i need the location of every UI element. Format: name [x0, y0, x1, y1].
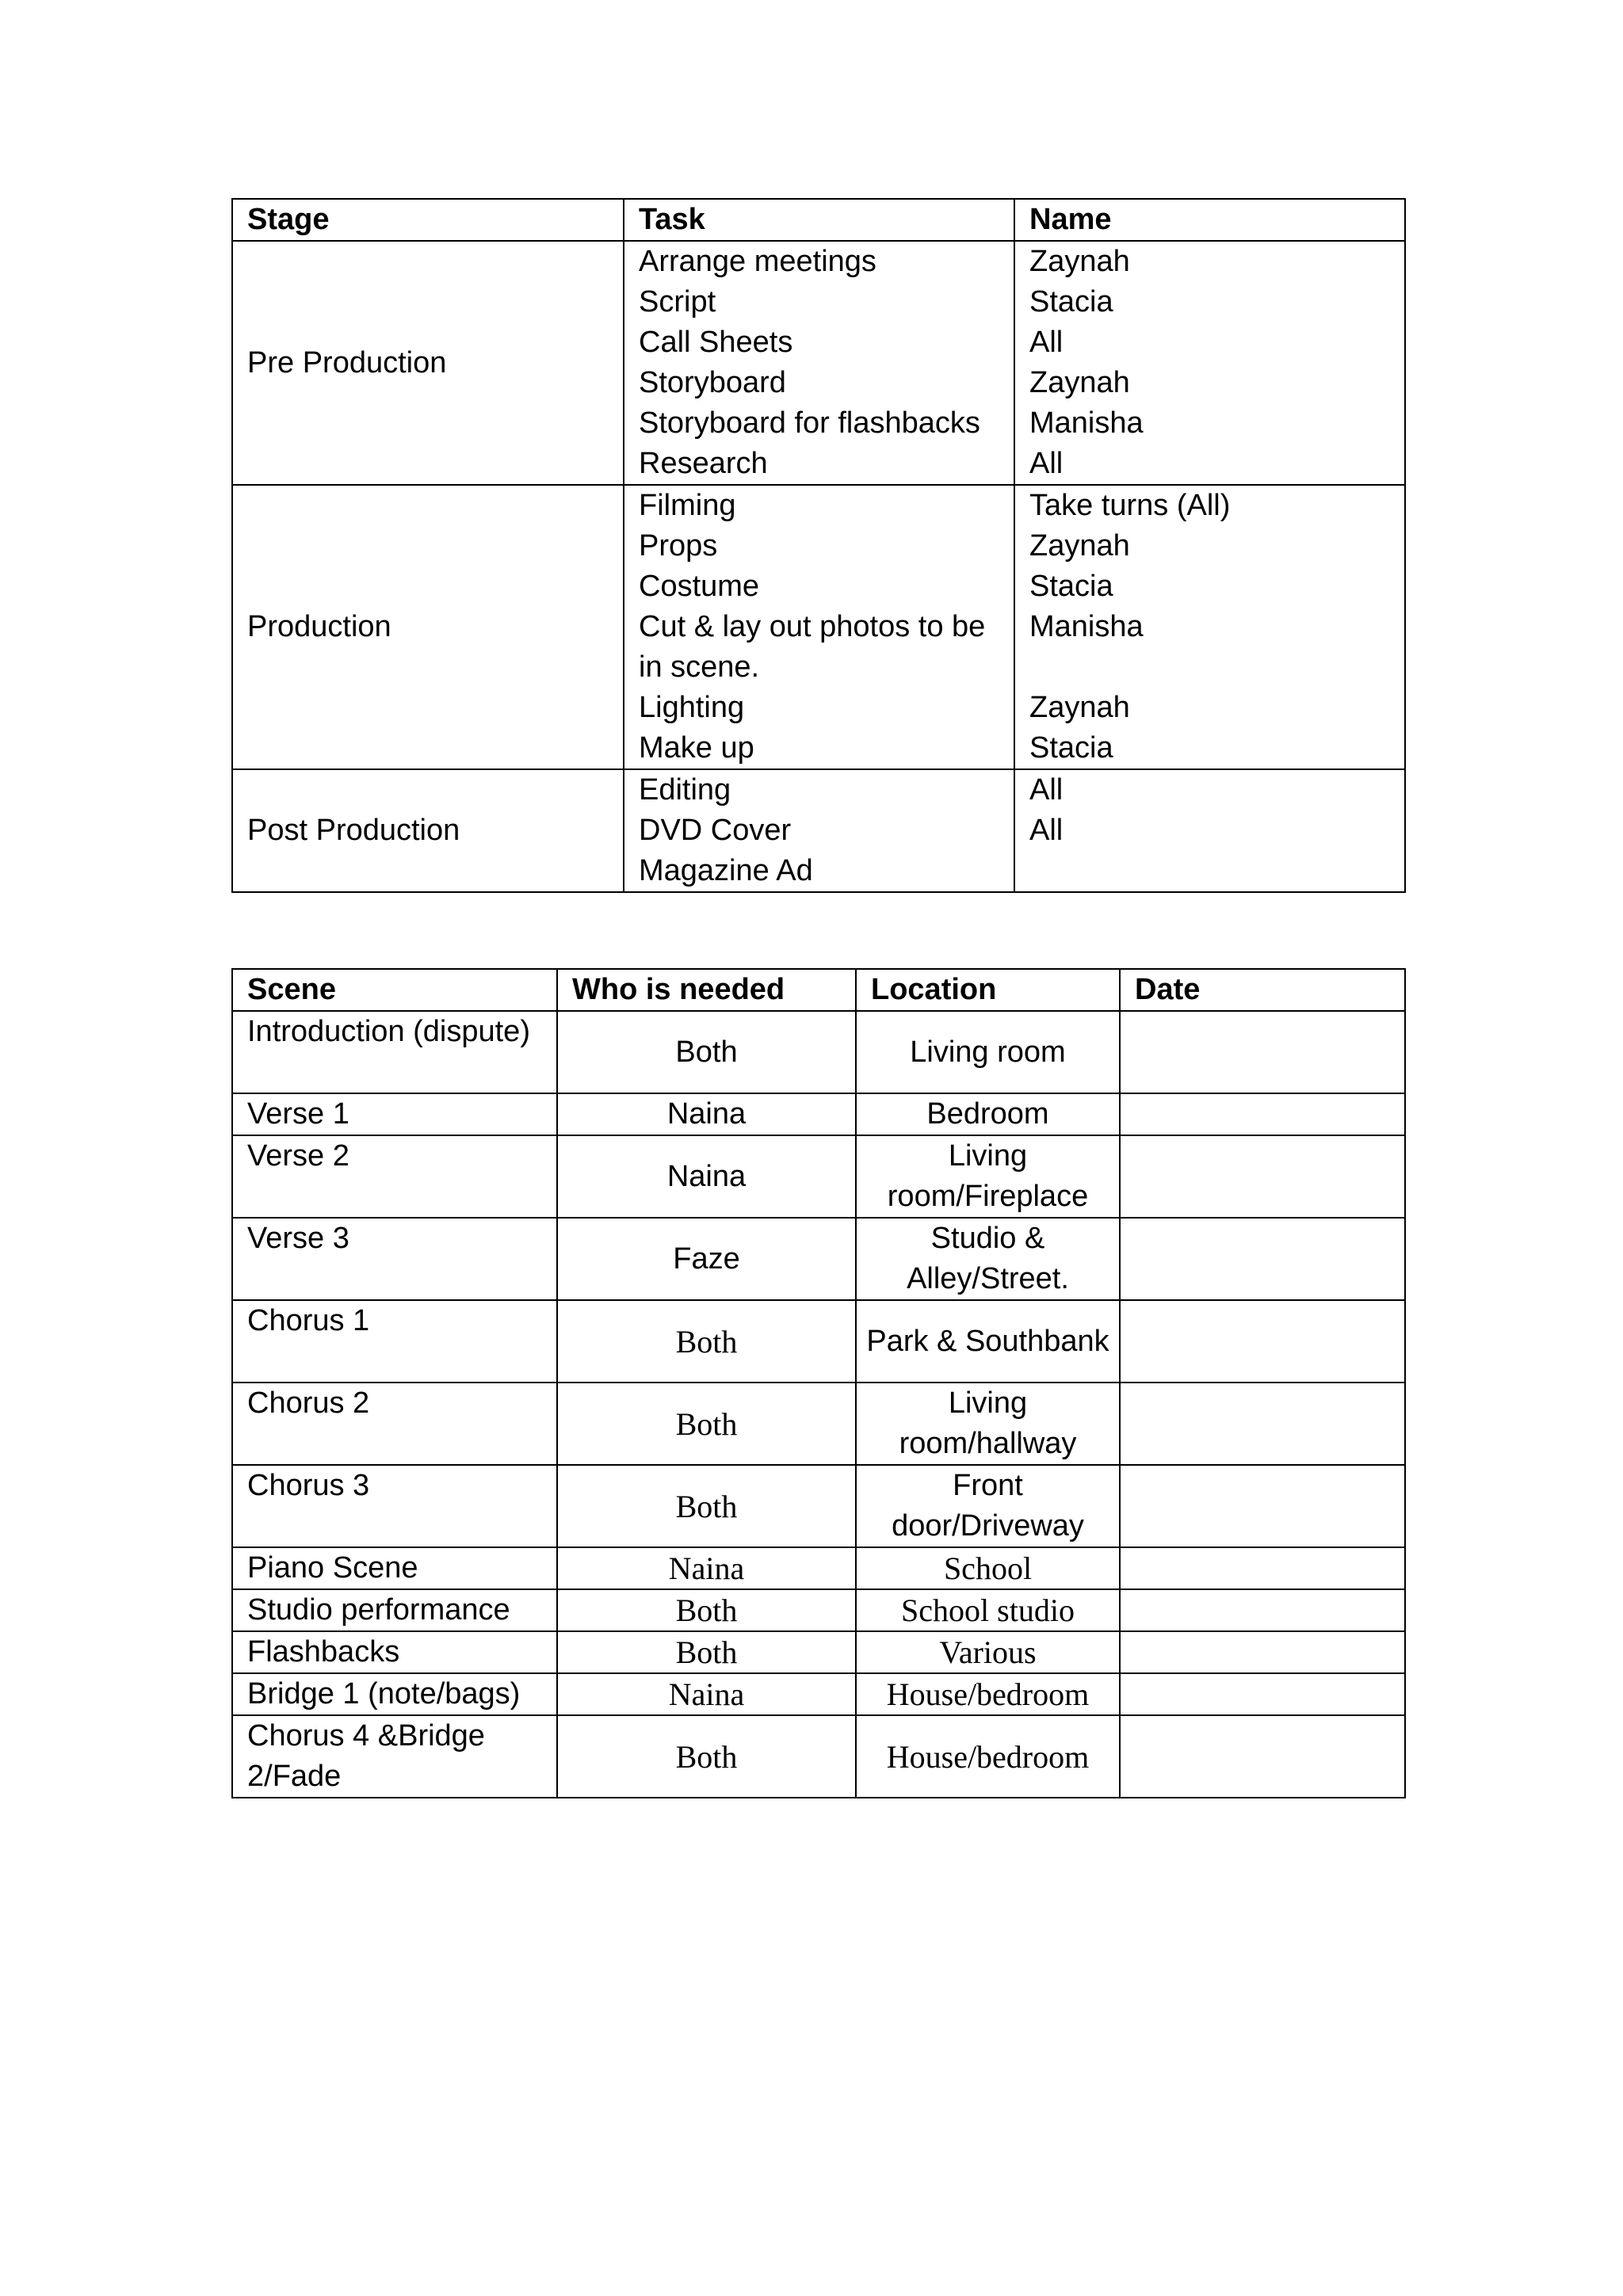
name-item: Take turns (All)	[1029, 489, 1231, 522]
date-cell	[1120, 1218, 1405, 1300]
who-cell: Both	[557, 1715, 856, 1798]
table-row	[232, 1589, 1405, 1631]
task-item: DVD Cover	[639, 814, 792, 847]
stage-cell: Production	[232, 485, 624, 769]
location-cell: House/bedroom	[856, 1673, 1120, 1715]
location-cell: House/bedroom	[856, 1715, 1120, 1798]
task-item: Storyboard for flashbacks	[639, 406, 980, 440]
date-cell	[1120, 1715, 1405, 1798]
header-stage: Stage	[232, 199, 624, 241]
date-cell	[1120, 1589, 1405, 1631]
scene-cell: Chorus 2	[232, 1383, 557, 1465]
date-cell	[1120, 1383, 1405, 1465]
table-row	[232, 1673, 1405, 1715]
task-item: Script	[639, 285, 716, 318]
stage-row-production	[232, 485, 1405, 769]
task-item: Magazine Ad	[639, 854, 813, 887]
scene-cell: Studio performance	[232, 1589, 557, 1631]
scene-cell: Verse 3	[232, 1218, 557, 1300]
name-item: Stacia	[1029, 731, 1113, 765]
date-cell	[1120, 1673, 1405, 1715]
stage-row-post-production	[232, 769, 1405, 892]
header-location: Location	[856, 969, 1120, 1011]
who-cell: Both	[557, 1300, 856, 1383]
date-cell	[1120, 1465, 1405, 1547]
scene-cell: Verse 2	[232, 1135, 557, 1218]
who-cell: Both	[557, 1465, 856, 1547]
location-cell: Park & Southbank	[856, 1300, 1120, 1383]
location-cell: Bedroom	[856, 1093, 1120, 1135]
scene-cell: Verse 1	[232, 1093, 557, 1135]
table-row	[232, 1631, 1405, 1673]
location-cell: Various	[856, 1631, 1120, 1673]
table-row	[232, 1383, 1405, 1465]
who-cell: Naina	[557, 1673, 856, 1715]
task-list	[624, 769, 1014, 892]
task-item: Storyboard	[639, 366, 786, 399]
who-cell: Both	[557, 1383, 856, 1465]
date-cell	[1120, 1093, 1405, 1135]
task-item: Research	[639, 447, 768, 480]
name-item: All	[1029, 773, 1064, 807]
location-cell: Living room/hallway	[856, 1383, 1120, 1465]
task-item: Lighting	[639, 691, 745, 724]
task-list	[624, 485, 1014, 769]
task-list	[624, 241, 1014, 485]
date-cell	[1120, 1631, 1405, 1673]
who-cell: Naina	[557, 1135, 856, 1218]
task-item: Call Sheets	[639, 326, 793, 359]
name-item: Zaynah	[1029, 245, 1130, 278]
name-list	[1014, 769, 1405, 892]
header-scene: Scene	[232, 969, 557, 1011]
name-item: Stacia	[1029, 285, 1113, 318]
date-cell	[1120, 1011, 1405, 1093]
task-item: Props	[639, 529, 718, 563]
header-who-is-needed: Who is needed	[557, 969, 856, 1011]
who-cell: Both	[557, 1631, 856, 1673]
task-item: Make up	[639, 731, 754, 765]
task-item: Editing	[639, 773, 731, 807]
who-cell: Naina	[557, 1547, 856, 1589]
scene-cell: Chorus 3	[232, 1465, 557, 1547]
task-item: Arrange meetings	[639, 245, 876, 278]
name-item: All	[1029, 326, 1064, 359]
table-row	[232, 1715, 1405, 1798]
table-row	[232, 1547, 1405, 1589]
name-item: All	[1029, 814, 1064, 847]
who-cell: Both	[557, 1011, 856, 1093]
location-cell: Front door/Driveway	[856, 1465, 1120, 1547]
stage-row-pre-production	[232, 241, 1405, 485]
location-cell: Studio & Alley/Street.	[856, 1218, 1120, 1300]
table-row	[232, 1093, 1405, 1135]
date-cell	[1120, 1135, 1405, 1218]
who-cell: Both	[557, 1589, 856, 1631]
header-name: Name	[1014, 199, 1405, 241]
name-item: Zaynah	[1029, 529, 1130, 563]
stage-cell: Post Production	[232, 769, 624, 892]
scene-cell: Bridge 1 (note/bags)	[232, 1673, 557, 1715]
location-cell: School	[856, 1547, 1120, 1589]
scene-cell: Introduction (dispute)	[232, 1011, 557, 1093]
scene-cell: Chorus 4 &Bridge 2/Fade	[232, 1715, 557, 1798]
location-cell: Living room	[856, 1011, 1120, 1093]
scene-cell: Piano Scene	[232, 1547, 557, 1589]
name-item: Manisha	[1029, 406, 1144, 440]
task-item: Costume	[639, 570, 760, 603]
who-cell: Faze	[557, 1218, 856, 1300]
name-item: Zaynah	[1029, 691, 1130, 724]
date-cell	[1120, 1547, 1405, 1589]
tasks-header-row	[232, 199, 1405, 241]
location-cell: School studio	[856, 1589, 1120, 1631]
name-item: Manisha	[1029, 610, 1144, 643]
task-item: Cut & lay out photos to be in scene.	[639, 610, 986, 684]
header-task: Task	[624, 199, 1014, 241]
name-list	[1014, 241, 1405, 485]
scenes-table	[231, 968, 1406, 1798]
scene-cell: Chorus 1	[232, 1300, 557, 1383]
table-row	[232, 1465, 1405, 1547]
task-item: Filming	[639, 489, 736, 522]
name-item: Stacia	[1029, 570, 1113, 603]
header-date: Date	[1120, 969, 1405, 1011]
scene-cell: Flashbacks	[232, 1631, 557, 1673]
who-cell: Naina	[557, 1093, 856, 1135]
table-row	[232, 1300, 1405, 1383]
scenes-header-row	[232, 969, 1405, 1011]
name-item: Zaynah	[1029, 366, 1130, 399]
name-item: All	[1029, 447, 1064, 480]
table-row	[232, 1011, 1405, 1093]
location-cell: Living room/Fireplace	[856, 1135, 1120, 1218]
date-cell	[1120, 1300, 1405, 1383]
table-row	[232, 1218, 1405, 1300]
name-item	[1029, 647, 1404, 688]
table-row	[232, 1135, 1405, 1218]
tasks-table	[231, 198, 1406, 893]
stage-cell: Pre Production	[232, 241, 624, 485]
name-list	[1014, 485, 1405, 769]
